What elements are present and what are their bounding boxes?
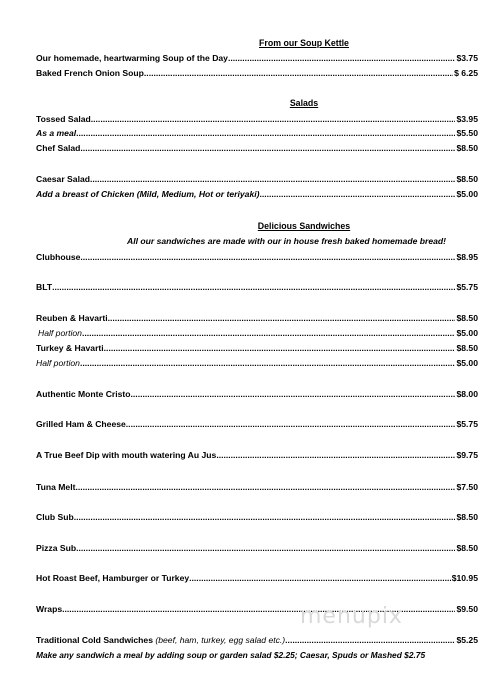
item-label: Wraps [36, 604, 63, 614]
item-label: Half portion [36, 358, 80, 368]
leader-dots [80, 252, 455, 262]
leader-dots [76, 543, 455, 553]
leader-dots [104, 343, 456, 353]
item-price: $8.50 [456, 512, 478, 522]
meal-upgrade-note: Make any sandwich a meal by adding soup or garden salad $2.25; Caesar, Spuds or Mashed $2.75 [36, 650, 426, 660]
item-price: $5.00 [456, 189, 478, 199]
item-label: Clubhouse [36, 252, 81, 262]
leader-dots [108, 313, 456, 323]
item-price: $10.95 [451, 573, 478, 583]
item-price: $8.50 [456, 313, 478, 323]
menu-item-turkey-half [36, 358, 478, 370]
menu-item-club-sub [36, 512, 478, 524]
item-price: $9.50 [456, 604, 478, 614]
item-price: $5.00 [456, 358, 478, 368]
item-price: $3.75 [456, 53, 478, 63]
item-price: $5.25 [456, 635, 478, 645]
leader-dots [126, 419, 456, 429]
menu-item-tossed-salad [36, 114, 478, 126]
leader-dots [144, 68, 453, 78]
leader-dots [74, 512, 456, 522]
item-label: Tuna Melt [36, 482, 76, 492]
item-price: $5.50 [456, 128, 478, 138]
item-label: Reuben & Havarti [36, 313, 108, 323]
item-label: BLT [36, 282, 53, 292]
item-name: Traditional Cold Sandwiches [36, 635, 153, 645]
leader-dots [131, 389, 456, 399]
item-price: $3.95 [456, 114, 478, 124]
item-label: Turkey & Havarti [36, 343, 104, 353]
menu-item-as-a-meal [36, 128, 478, 140]
menu-item-blt [36, 282, 478, 294]
menu-item-reuben-havarti [36, 313, 478, 325]
item-label: Baked French Onion Soup [36, 68, 144, 78]
menu-item-monte-cristo [36, 389, 478, 401]
item-price: $5.75 [456, 419, 478, 429]
menu-item-chef-salad [36, 143, 478, 155]
menu-item-clubhouse [36, 252, 478, 264]
leader-dots [52, 282, 455, 292]
item-label: Grilled Ham & Cheese [36, 419, 126, 429]
leader-dots [216, 450, 455, 460]
sandwiches-section-title: Delicious Sandwiches [257, 221, 351, 231]
menu-item-beef-dip [36, 450, 478, 462]
leader-dots [75, 482, 455, 492]
item-price: $7.50 [456, 482, 478, 492]
item-label: As a meal [36, 128, 77, 138]
leader-dots [285, 635, 455, 645]
leader-dots [80, 358, 456, 368]
menu-item-cold-sandwiches [36, 635, 478, 647]
item-price: $ 6.25 [454, 68, 478, 78]
menu-item-reuben-half [36, 328, 478, 340]
menupix-watermark: menupix [300, 604, 403, 629]
item-label: Hot Roast Beef, Hamburger or Turkey [36, 573, 190, 583]
item-price: $8.50 [456, 143, 478, 153]
leader-dots [91, 114, 456, 124]
item-price: $5.75 [456, 282, 478, 292]
menu-item-caesar-salad [36, 174, 478, 186]
salads-section-title: Salads [289, 98, 319, 108]
menu-item-turkey-havarti [36, 343, 478, 355]
item-price: $9.75 [456, 450, 478, 460]
leader-dots [80, 143, 455, 153]
menu-item-soup-of-day [36, 53, 478, 65]
menu-item-pizza-sub [36, 543, 478, 555]
menu-item-add-chicken [36, 189, 478, 201]
item-note: (beef, ham, turkey, egg salad etc.) [155, 635, 286, 645]
item-label: Pizza Sub [36, 543, 77, 553]
menu-item-tuna-melt [36, 482, 478, 494]
menu-item-grilled-ham-cheese [36, 419, 478, 431]
item-label: Half portion [38, 328, 82, 338]
item-label: Tossed Salad [36, 114, 91, 124]
soup-section-title: From our Soup Kettle [259, 38, 349, 48]
item-price: $8.50 [456, 543, 478, 553]
menu-item-wraps [36, 604, 478, 616]
item-label: Our homemade, heartwarming Soup of the Day [36, 53, 228, 63]
item-label: A True Beef Dip with mouth watering Au Jus [36, 450, 217, 460]
item-label [36, 635, 285, 645]
leader-dots [90, 174, 456, 184]
item-price: $8.50 [456, 174, 478, 184]
leader-dots [82, 328, 456, 338]
item-price: $8.95 [456, 252, 478, 262]
item-price: $8.00 [456, 389, 478, 399]
leader-dots [228, 53, 456, 63]
menu-item-hot-roast-beef [36, 573, 478, 585]
item-label: Caesar Salad [36, 174, 90, 184]
leader-dots [259, 189, 455, 199]
leader-dots [76, 128, 455, 138]
item-label: Club Sub [36, 512, 74, 522]
item-label: Authentic Monte Cristo [36, 389, 131, 399]
item-label: Add a breast of Chicken (Mild, Medium, Hot or teriyaki) [36, 189, 260, 199]
sandwiches-tagline: All our sandwiches are made with our in house fresh baked homemade bread! [127, 236, 447, 246]
item-label: Chef Salad [36, 143, 81, 153]
leader-dots [189, 573, 451, 583]
item-price: $5.00 [456, 328, 478, 338]
menu-item-french-onion [36, 68, 478, 80]
item-price: $8.50 [456, 343, 478, 353]
